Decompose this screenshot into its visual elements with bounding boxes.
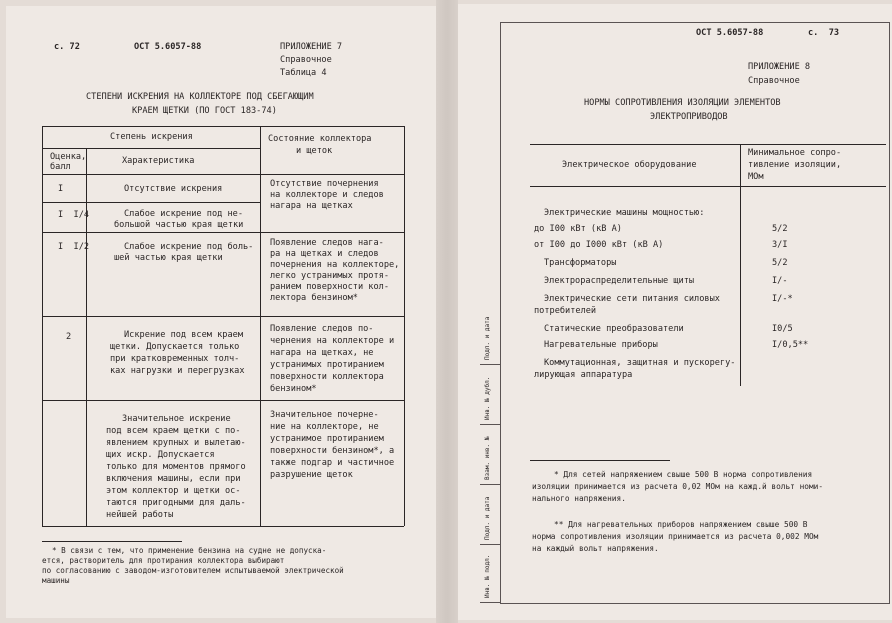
header-sparking-degree: Степень искрения bbox=[110, 132, 193, 142]
stamp-original-inv: Инв. № подл. bbox=[484, 554, 491, 598]
footnote-rule bbox=[530, 460, 670, 461]
book-gutter bbox=[436, 0, 458, 623]
standard-number: ОСТ 5.6057-88 bbox=[134, 42, 202, 52]
appendix-label: ПРИЛОЖЕНИЕ 7 bbox=[280, 42, 343, 52]
row1-grade: I bbox=[58, 184, 64, 194]
value-100-to-1000: 3/I bbox=[772, 240, 788, 250]
row2-grade: I I/4 bbox=[58, 210, 90, 220]
page-title-line2: ЭЛЕКТРОПРИВОДОВ bbox=[650, 112, 728, 122]
header-resistance: Минимальное сопро- bbox=[748, 148, 842, 158]
page-title-line2: КРАЕМ ЩЕТКИ (ПО ГОСТ 183-74) bbox=[132, 106, 277, 116]
value-switchboards: I/- bbox=[772, 276, 788, 286]
row-heating-devices: Нагревательные приборы bbox=[544, 340, 658, 350]
row2-char: Слабое искрение под не- bbox=[124, 209, 243, 219]
row-electric-machines: Электрические машины мощностью: bbox=[544, 208, 705, 218]
row-transformers: Трансформаторы bbox=[544, 258, 617, 268]
row3-grade: I I/2 bbox=[58, 242, 90, 252]
value-transformers: 5/2 bbox=[772, 258, 788, 268]
header-state: Состояние коллектора bbox=[268, 134, 372, 144]
value-power-networks: I/-* bbox=[772, 294, 793, 304]
header-grade-2: балл bbox=[50, 162, 71, 172]
reference-label: Справочное bbox=[748, 76, 800, 86]
page-number: с. 72 bbox=[54, 42, 80, 52]
appendix-label: ПРИЛОЖЕНИЕ 8 bbox=[748, 62, 811, 72]
row5-state: Значительное почерне- bbox=[270, 410, 379, 420]
page-title: СТЕПЕНИ ИСКРЕНИЯ НА КОЛЛЕКТОРЕ ПОД СБЕГАЮЩИМ bbox=[86, 92, 314, 102]
stamp-signature-date-2: Подп. и дата bbox=[484, 496, 491, 540]
row3-char: Слабое искрение под боль- bbox=[124, 242, 254, 252]
row-up-to-100: до I00 кВт (кВ А) bbox=[534, 224, 622, 234]
header-characteristic: Характеристика bbox=[122, 156, 195, 166]
row5-char: Значительное искрение bbox=[122, 414, 231, 424]
stamp-duplicate-inv: Инв. № дубл. bbox=[484, 376, 491, 420]
left-page: с. 72 ОСТ 5.6057-88 ПРИЛОЖЕНИЕ 7 Справочное Таблица 4 СТЕПЕНИ ИСКРЕНИЯ НА КОЛЛЕКТОРЕ ПОД СБЕГАЮЩИМ КРАЕМ ЩЕТКИ (ПО ГОСТ 183-74) Степень искрения Оценка, балл Характеристика Состояние коллектора и щеток I Отсутствие искрения Отсутствие почернения на коллекторе и следов нагара на щетках I I/4 Слабое искрение под не- большой частью края щетки I I/2 Слабое искрение под боль- шей частью края щетки Появление следов нага- ра на щетках и следов почернения на коллекторе, легко устранимых протя- ранием поверхности кол- лектора бензином* 2 Искрение под всем краем щетки. Допускается только при кратковременных толч- ках нагрузки и перегрузках Появление следов по- чернения на коллекторе и нагара на щетках, не устранимых протиранием поверхности коллектора бензином* Значительное искрение под всем краем щетки с по- явлением крупных и вылетаю- щих искр. Допускается только для моментов прямого включения машины, если при этом коллектор и щетки ос- таются пригодными для даль- нейшей работы Значительное почерне- ние на коллекторе, не устранимое протиранием поверхности бензином*, а также подгар и частичное разрушение щеток * В связи с тем, что применение бензина на судне не допуска- ется, растворитель для протирания коллектора выбирают по согласованию с заводом-изготовителем испытываемой электрической машины bbox=[6, 6, 436, 618]
footnote: * В связи с тем, что применение бензина на судне не допуска- bbox=[52, 546, 327, 555]
footnote-2: ** Для нагревательных приборов напряжением свыше 500 В bbox=[554, 520, 808, 529]
stamp-signature-date: Подп. и дата bbox=[484, 316, 491, 360]
row-static-converters: Статические преобразователи bbox=[544, 324, 684, 334]
reference-label: Справочное bbox=[280, 55, 332, 65]
standard-number: ОСТ 5.6057-88 bbox=[696, 28, 764, 38]
value-heating-devices: I/0,5** bbox=[772, 340, 809, 350]
row-switchboards: Электрораспределительные щиты bbox=[544, 276, 695, 286]
row4-state: Появление следов по- bbox=[270, 324, 374, 334]
row1-state: Отсутствие почернения bbox=[270, 179, 379, 189]
page-title: НОРМЫ СОПРОТИВЛЕНИЯ ИЗОЛЯЦИИ ЭЛЕМЕНТОВ bbox=[584, 98, 781, 108]
row4-char: Искрение под всем краем bbox=[124, 330, 243, 340]
row-switchgear: Коммутационная, защитная и пускорегу- bbox=[544, 358, 736, 368]
row-100-to-1000: от I00 до I000 кВт (кВ А) bbox=[534, 240, 664, 250]
header-state-2: и щеток bbox=[296, 146, 333, 156]
footnote-1: * Для сетей напряжением свыше 500 В норма сопротивления bbox=[554, 470, 813, 479]
row-power-networks: Электрические сети питания силовых bbox=[544, 294, 720, 304]
table-label: Таблица 4 bbox=[280, 68, 327, 78]
header-grade: Оценка, bbox=[50, 152, 87, 162]
row4-grade: 2 bbox=[66, 332, 72, 342]
row1-char: Отсутствие искрения bbox=[124, 184, 223, 194]
page-number: с. 73 bbox=[808, 28, 840, 38]
value-up-to-100: 5/2 bbox=[772, 224, 788, 234]
row3-state: Появление следов нага- bbox=[270, 238, 384, 248]
footnote-rule bbox=[42, 541, 182, 542]
right-page: Подп. и дата Инв. № дубл. Взам. инв. № Подп. и дата Инв. № подл. ОСТ 5.6057-88 с. 73 ПРИЛОЖЕНИЕ 8 Справочное НОРМЫ СОПРОТИВЛЕНИЯ ИЗОЛЯЦИИ ЭЛЕМЕНТОВ ЭЛЕКТРОПРИВОДОВ Электрическое оборудование Минимальное сопро- тивление изоляции, МОм Электрические машины мощностью: до I00 кВт (кВ А) 5/2 от I00 до I000 кВт (кВ А) 3/I Трансформаторы 5/2 Электрораспределительные щиты I/- Электрические сети питания силовых потребителей I/-* Статические преобразователи I0/5 Нагревательные приборы I/0,5** Коммутационная, защитная и пускорегу- лирующая аппаратура * Для сетей напряжением свыше 500 В норма сопротивления изоляции принимается из расчета 0,02 МОм на кажд.й вольт номи- нального напряжения. ** Для нагревательных приборов напряжением свыше 500 В норма сопротивления изоляции принимается из расчета 0,002 МОм на каждый вольт напряжения. bbox=[458, 4, 892, 620]
stamp-replace-inv: Взам. инв. № bbox=[484, 436, 491, 480]
value-static-converters: I0/5 bbox=[772, 324, 793, 334]
header-equipment: Электрическое оборудование bbox=[562, 160, 697, 170]
